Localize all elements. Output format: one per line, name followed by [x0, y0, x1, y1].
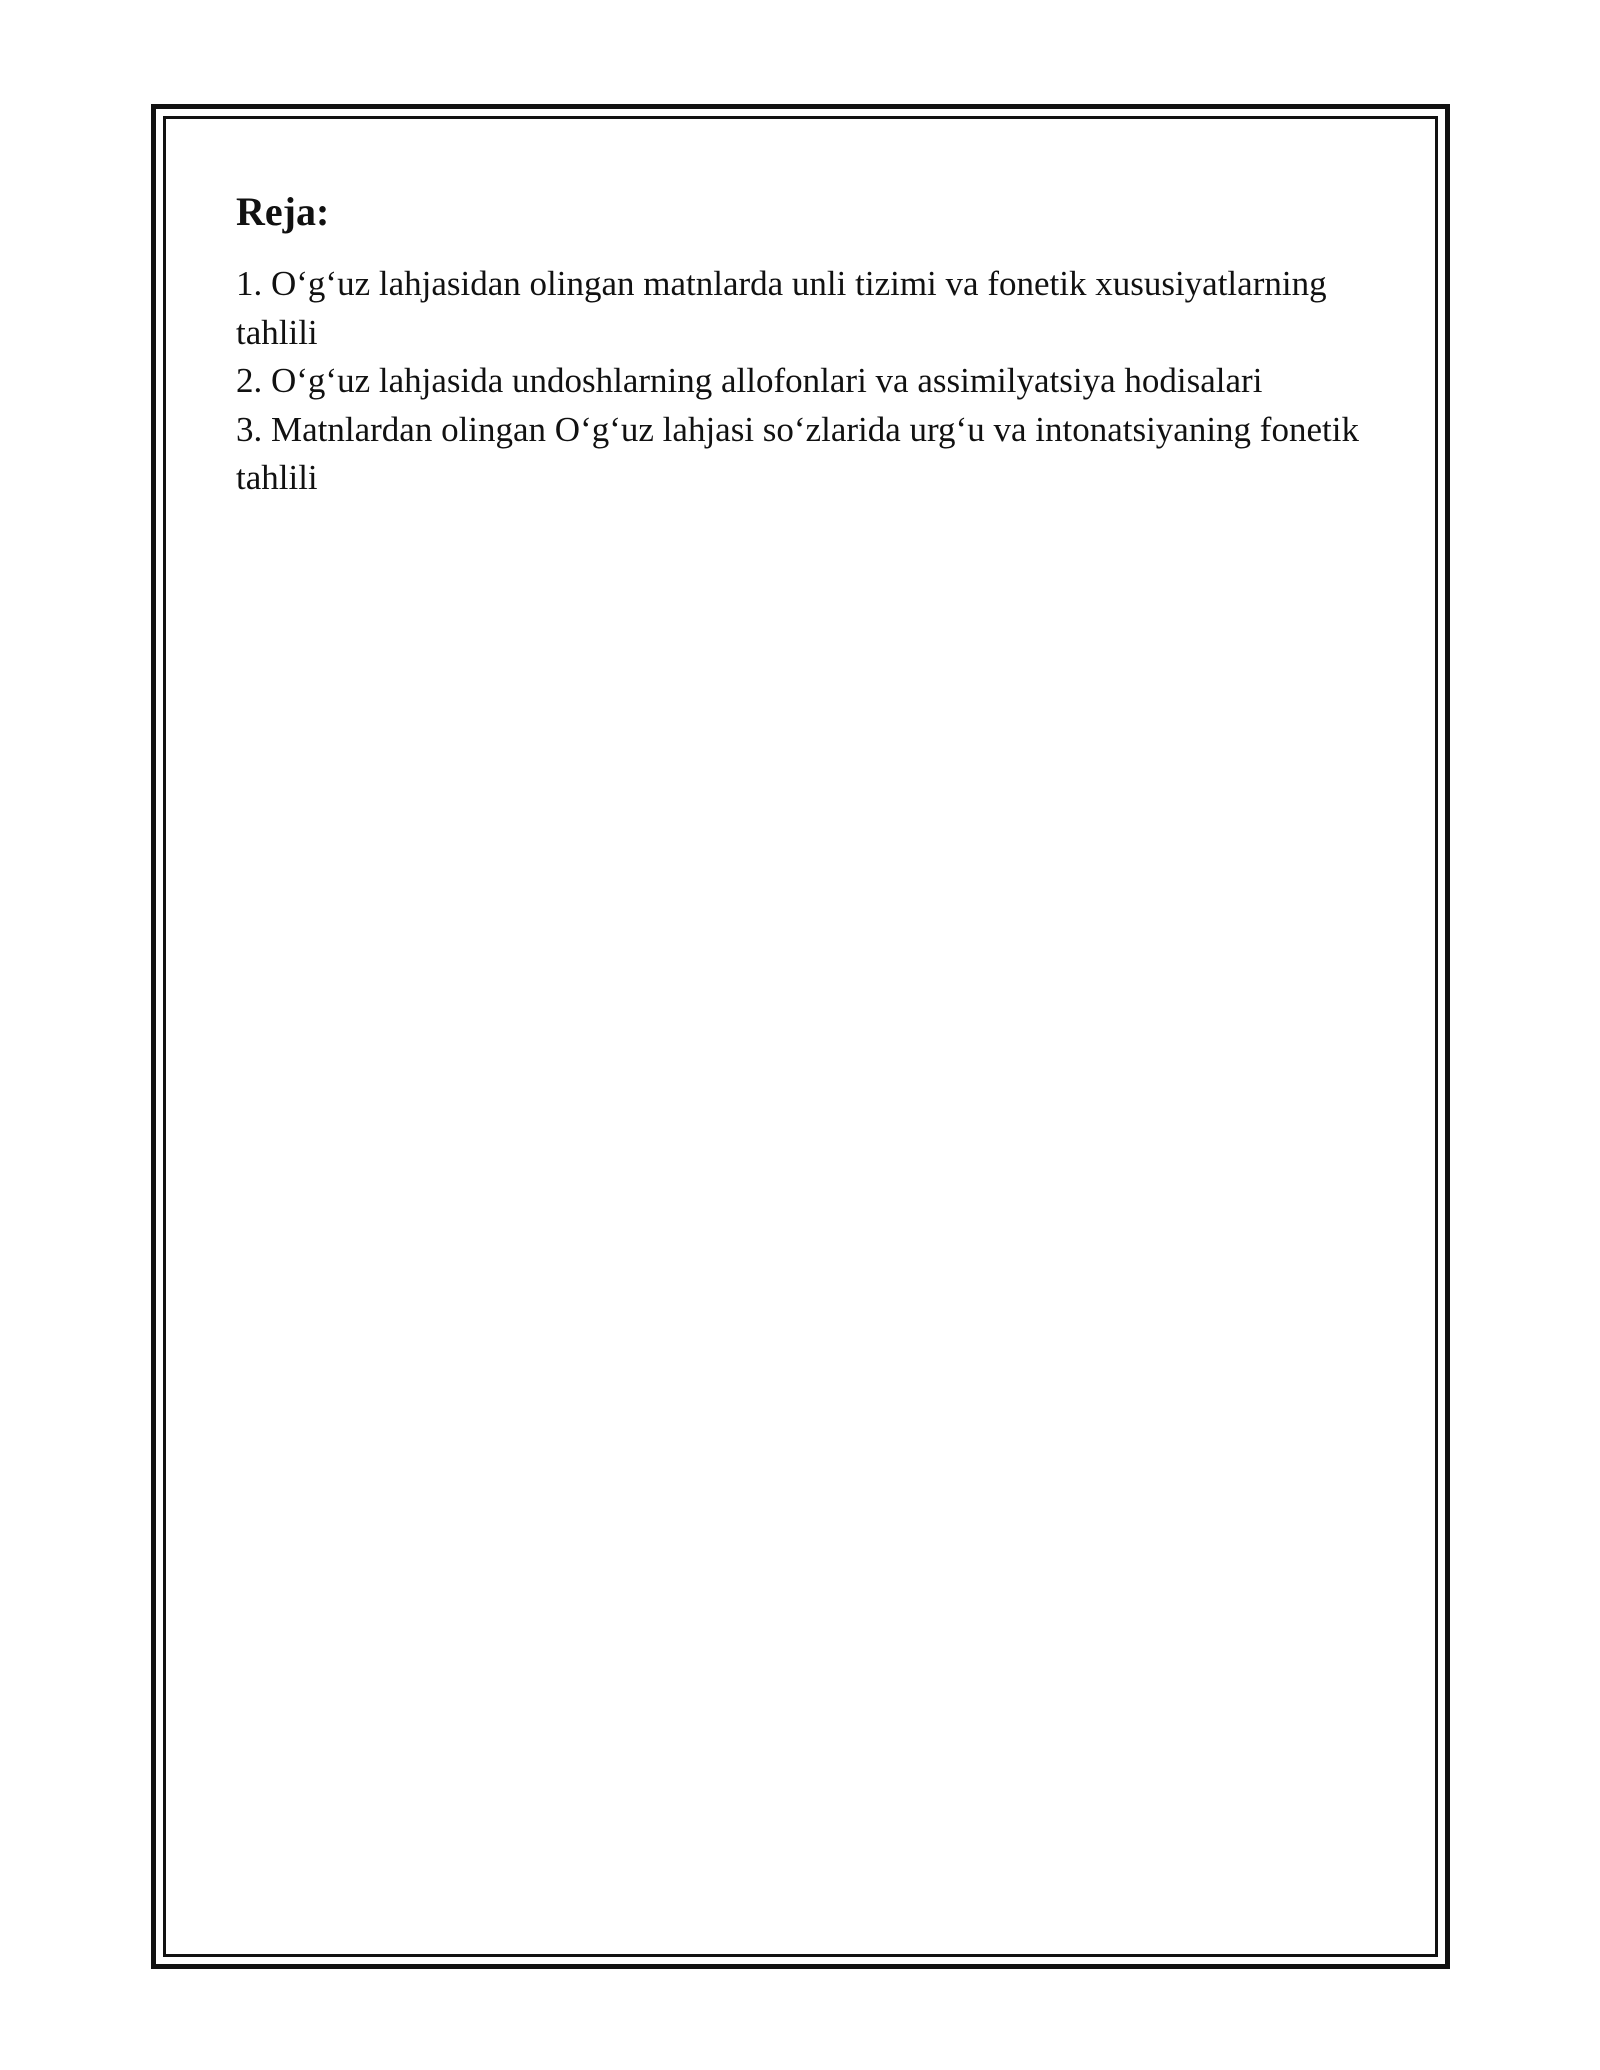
plan-item-3: 3. Matnlardan olingan O‘g‘uz lahjasi so‘zlarida urg‘u va intonatsiyaning fonetik tahlili [236, 409, 1359, 497]
page-content [236, 186, 1366, 503]
plan-list [236, 260, 1366, 503]
plan-item-2: 2. O‘g‘uz lahjasida undoshlarning allofonlari va assimilyatsiya hodisalari [236, 361, 1263, 400]
plan-heading: Reja: [236, 189, 330, 234]
plan-item-1: 1. O‘g‘uz lahjasidan olingan matnlarda unli tizimi va fonetik xususiyatlarning tahlili [236, 264, 1327, 352]
